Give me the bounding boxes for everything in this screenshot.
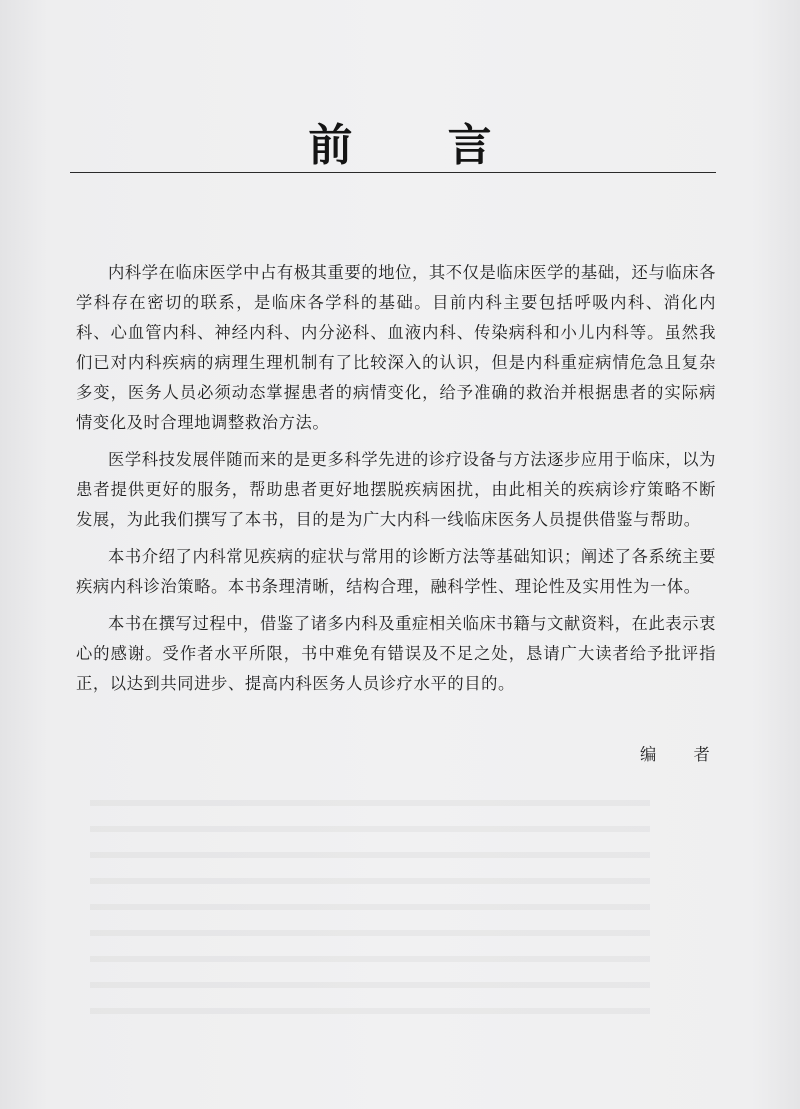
page-title: 前 言 [308, 120, 532, 171]
paragraph-2: 医学科技发展伴随而来的是更多科学先进的诊疗设备与方法逐步应用于临床，以为患者提供更好的服务，帮助患者更好地摆脱疾病困扰，由此相关的疾病诊疗策略不断发展，为此我们撰写了本书，目的是为广大内科一线临床医务人员提供借鉴与帮助。 [76, 450, 716, 529]
show-through-texture [90, 800, 650, 1080]
paragraph-1: 内科学在临床医学中占有极其重要的地位，其不仅是临床医学的基础，还与临床各学科存在密切的联系，是临床各学科的基础。目前内科主要包括呼吸内科、消化内科、心血管内科、神经内科、内分泌科、血液内科、传染病科和小儿内科等。虽然我们已对内科疾病的病理生理机制有了比较深入的认识，但是内科重症病情危急且复杂多变，医务人员必须动态掌握患者的病情变化，给予准确的救治并根据患者的实际病情变化及时合理地调整救治方法。 [76, 263, 716, 432]
preface-body [76, 258, 716, 706]
author-signature: 编 者 [640, 745, 726, 764]
title-divider [70, 172, 716, 173]
paragraph-4: 本书在撰写过程中，借鉴了诸多内科及重症相关临床书籍与文献资料，在此表示衷心的感谢。受作者水平所限，书中难免有错误及不足之处，恳请广大读者给予批评指正，以达到共同进步、提高内科医务人员诊疗水平的目的。 [76, 614, 716, 693]
paragraph-3: 本书介绍了内科常见疾病的症状与常用的诊断方法等基础知识；阐述了各系统主要疾病内科诊治策略。本书条理清晰，结构合理，融科学性、理论性及实用性为一体。 [76, 547, 716, 596]
